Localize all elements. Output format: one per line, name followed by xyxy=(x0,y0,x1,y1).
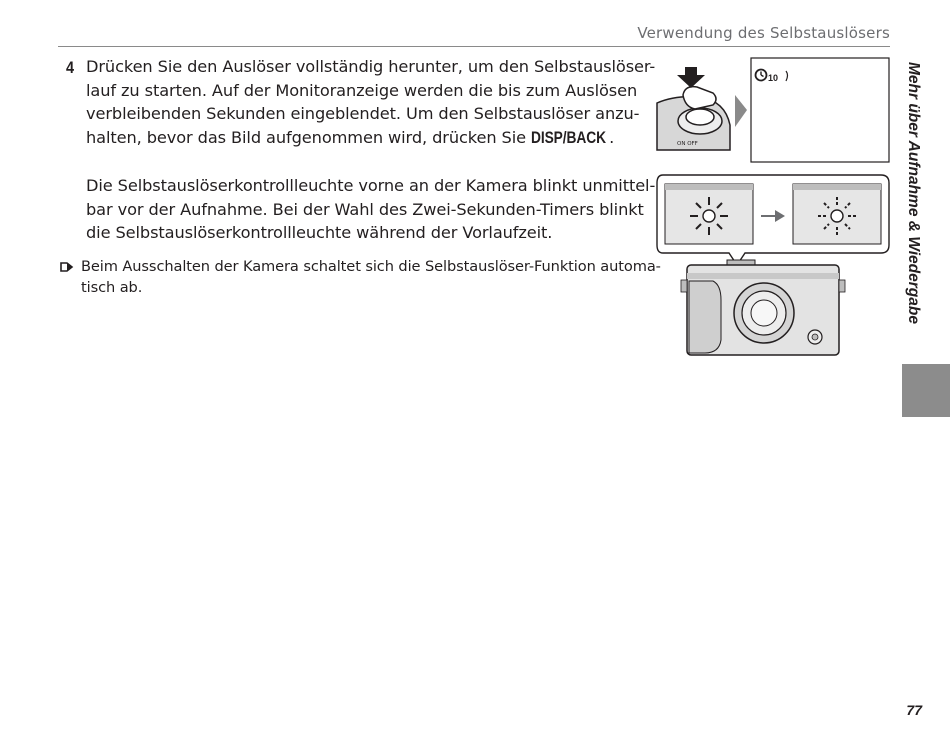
camera-body xyxy=(681,260,845,355)
timer-seconds: 10 xyxy=(768,73,779,83)
step-line: lauf zu starten. Auf der Monitoranzeige werden die bis zum Auslösen xyxy=(86,80,638,100)
side-tab-marker xyxy=(902,364,950,417)
step-line: verbleibenden Sekunden eingeblendet. Um den Selbstauslöser anzu- xyxy=(86,104,640,123)
note-line: Beim Ausschalten der Kamera schaltet sich die Selbstauslöser-Funktion automa- xyxy=(81,258,661,275)
note-text xyxy=(81,256,661,298)
step-line xyxy=(86,126,646,151)
step-line: bar vor der Aufnahme. Bei der Wahl des Zwei-Sekunden-Timers blinkt xyxy=(86,199,644,219)
monitor-display xyxy=(751,58,889,162)
step-line: Die Selbstauslöserkontrollleuchte vorne an der Kamera blinkt unmittel- xyxy=(86,176,656,195)
side-tab-label: Mehr über Aufnahme & Wiedergabe xyxy=(905,62,922,324)
switch-label: ON OFF xyxy=(677,141,698,147)
step-number: 4 xyxy=(66,58,75,77)
step-paragraph xyxy=(86,55,656,150)
note-icon xyxy=(60,261,74,273)
lamp-callout xyxy=(657,175,889,265)
end-punct: . xyxy=(609,127,615,147)
running-header: Verwendung des Selbstauslösers xyxy=(637,24,890,42)
camera-self-timer-illustration xyxy=(655,55,895,365)
step-line-text: halten, bevor das Bild aufgenommen wird, drücken Sie xyxy=(86,127,532,147)
step-line: Drücken Sie den Auslöser vollständig herunter, um den Selbstauslöser- xyxy=(86,57,656,76)
step-line: die Selbstauslöserkontrollleuchte während der Vorlaufzeit. xyxy=(86,223,553,242)
shutter-closeup xyxy=(657,67,730,150)
disp-back-button-name: DISP/BACK xyxy=(531,128,606,147)
step-paragraph-2 xyxy=(86,174,656,245)
page-number: 77 xyxy=(906,702,922,718)
header-divider xyxy=(58,46,890,47)
note-line: tisch ab. xyxy=(81,279,143,296)
arrow-right-icon xyxy=(735,95,747,127)
